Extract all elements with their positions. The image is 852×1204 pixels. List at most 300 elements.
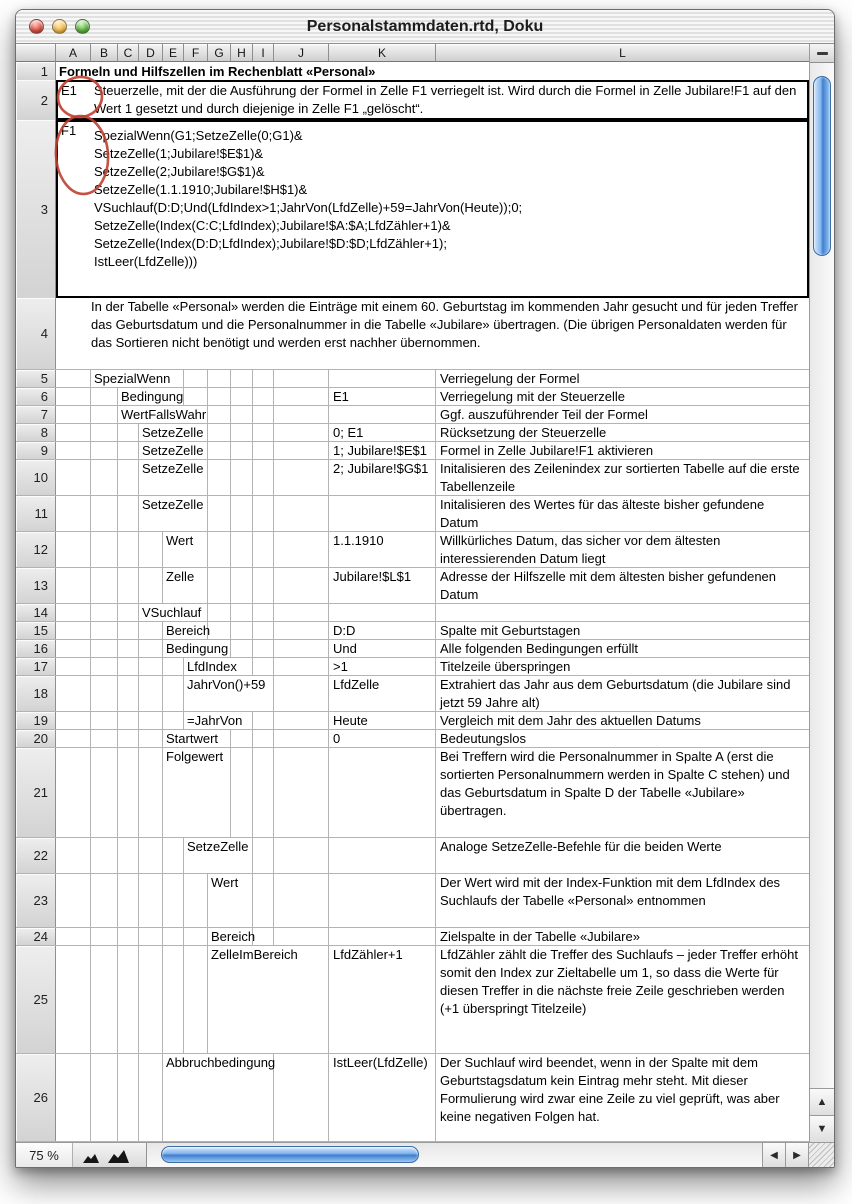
cell-C7[interactable]: WertFallsWahr xyxy=(118,406,208,423)
cell-J15[interactable] xyxy=(274,622,329,639)
row-header-24[interactable]: 24 xyxy=(16,928,56,945)
row-header-8[interactable]: 8 xyxy=(16,424,56,441)
row-header-1[interactable]: 1 xyxy=(16,62,56,80)
column-header-J[interactable]: J xyxy=(274,44,329,62)
cell-A25[interactable] xyxy=(56,946,91,1053)
cell-I24[interactable] xyxy=(253,928,274,945)
cell-J16[interactable] xyxy=(274,640,329,657)
scroll-right-button[interactable] xyxy=(785,1143,808,1167)
cell-D20[interactable] xyxy=(139,730,163,747)
cell-D24[interactable] xyxy=(139,928,163,945)
row-header-4[interactable]: 4 xyxy=(16,298,56,369)
cell-E15[interactable]: Bereich xyxy=(163,622,208,639)
cell-J21[interactable] xyxy=(274,748,329,837)
cell-K5[interactable] xyxy=(329,370,436,387)
zoom-button[interactable] xyxy=(75,19,90,34)
row-header-15[interactable]: 15 xyxy=(16,622,56,639)
cell-J13[interactable] xyxy=(274,568,329,603)
cell-L8[interactable]: Rücksetzung der Steuerzelle xyxy=(440,425,607,440)
cell-K20[interactable]: 0 xyxy=(329,730,436,747)
row-header-6[interactable]: 6 xyxy=(16,388,56,405)
column-header-A[interactable]: A xyxy=(56,44,91,62)
cell-C17[interactable] xyxy=(118,658,139,675)
cell-A13[interactable] xyxy=(56,568,91,603)
cell-H6[interactable] xyxy=(231,388,253,405)
cell-E19[interactable] xyxy=(163,712,184,729)
cell-B20[interactable] xyxy=(91,730,118,747)
cell-C16[interactable] xyxy=(118,640,139,657)
row-header-17[interactable]: 17 xyxy=(16,658,56,675)
cell-K11[interactable] xyxy=(329,496,436,531)
cell-E12[interactable]: Wert xyxy=(163,532,208,567)
cell-G12[interactable] xyxy=(208,532,231,567)
cell-B12[interactable] xyxy=(91,532,118,567)
cell-E18[interactable] xyxy=(163,676,184,711)
cell-L6[interactable]: Verriegelung mit der Steuerzelle xyxy=(440,389,625,404)
cell-L10[interactable]: Initalisieren des Zeilenindex zur sortierten Tabelle auf die erste Tabellenzeile xyxy=(440,461,800,494)
cell-G15[interactable] xyxy=(208,622,231,639)
cell-J12[interactable] xyxy=(274,532,329,567)
cell-D21[interactable] xyxy=(139,748,163,837)
cell-J7[interactable] xyxy=(274,406,329,423)
cell-L11[interactable]: Initalisieren des Wertes für das älteste bisher gefundene Datum xyxy=(440,497,765,530)
cell-H21[interactable] xyxy=(231,748,253,837)
cell-B15[interactable] xyxy=(91,622,118,639)
cell-I23[interactable] xyxy=(253,874,274,927)
cell-I12[interactable] xyxy=(253,532,274,567)
cell-B19[interactable] xyxy=(91,712,118,729)
sheet-row-19 xyxy=(16,712,809,730)
scroll-down-button[interactable] xyxy=(810,1115,834,1142)
row-header-20[interactable]: 20 xyxy=(16,730,56,747)
cell-E24[interactable] xyxy=(163,928,184,945)
mountain-large-icon xyxy=(108,1150,129,1163)
cell-I22[interactable] xyxy=(253,838,274,873)
cell-D25[interactable] xyxy=(139,946,163,1053)
cell-D18[interactable] xyxy=(139,676,163,711)
cell-G14[interactable] xyxy=(208,604,231,621)
cell-K9[interactable]: 1; Jubilare!$E$1 xyxy=(329,442,436,459)
cell-A21[interactable] xyxy=(56,748,91,837)
cell-A1[interactable]: Formeln und Hilfszellen im Rechenblatt «Personal» xyxy=(59,63,376,79)
cell-E25[interactable] xyxy=(163,946,184,1053)
cell-H5[interactable] xyxy=(231,370,253,387)
cell-A14[interactable] xyxy=(56,604,91,621)
column-header-I[interactable]: I xyxy=(253,44,274,62)
cell-E21[interactable]: Folgewert xyxy=(163,748,231,837)
cell-I15[interactable] xyxy=(253,622,274,639)
cell-K19[interactable]: Heute xyxy=(329,712,436,729)
cell-J23[interactable] xyxy=(274,874,329,927)
cell-B13[interactable] xyxy=(91,568,118,603)
horizontal-scroll-thumb[interactable] xyxy=(161,1146,419,1163)
column-header-K[interactable]: K xyxy=(329,44,436,62)
row-header-21[interactable]: 21 xyxy=(16,748,56,837)
cell-I21[interactable] xyxy=(253,748,274,837)
cell-C8[interactable] xyxy=(118,424,139,441)
cell-B26[interactable] xyxy=(91,1054,118,1141)
cell-D15[interactable] xyxy=(139,622,163,639)
cell-K13[interactable]: Jubilare!$L$1 xyxy=(329,568,436,603)
title-bar[interactable] xyxy=(16,10,834,44)
cell-I5[interactable] xyxy=(253,370,274,387)
cell-D26[interactable] xyxy=(139,1054,163,1141)
cell-L22[interactable]: Analoge SetzeZelle-Befehle für die beiden Werte xyxy=(440,839,722,854)
row-header-13[interactable]: 13 xyxy=(16,568,56,603)
cell-J8[interactable] xyxy=(274,424,329,441)
sheet-row-21 xyxy=(16,748,809,838)
cell-D8[interactable]: SetzeZelle xyxy=(139,424,208,441)
cell-B18[interactable] xyxy=(91,676,118,711)
column-header-E[interactable]: E xyxy=(163,44,184,62)
cell-B25[interactable] xyxy=(91,946,118,1053)
cell-A26[interactable] xyxy=(56,1054,91,1141)
cell-K10[interactable]: 2; Jubilare!$G$1 xyxy=(329,460,436,495)
cell-D10[interactable]: SetzeZelle xyxy=(139,460,208,495)
cell-C22[interactable] xyxy=(118,838,139,873)
cell-L18[interactable]: Extrahiert das Jahr aus dem Geburtsdatum (die Jubilare sind jetzt 59 Jahre alt) xyxy=(440,677,791,710)
cell-G8[interactable] xyxy=(208,424,231,441)
cell-G9[interactable] xyxy=(208,442,231,459)
row-header-16[interactable]: 16 xyxy=(16,640,56,657)
cell-I9[interactable] xyxy=(253,442,274,459)
cell-L15[interactable]: Spalte mit Geburtstagen xyxy=(440,623,581,638)
cell-J24[interactable] xyxy=(274,928,329,945)
column-header-F[interactable]: F xyxy=(184,44,208,62)
cell-J5[interactable] xyxy=(274,370,329,387)
cell-L21[interactable]: Bei Treffern wird die Personalnummer in Spalte A (erst die sortierten Personalnummern werden in Spalte C stehen) und das Geburtsdatum in Spalte D der Tabelle «Jubilare» übertragen. xyxy=(440,749,790,818)
cell-C15[interactable] xyxy=(118,622,139,639)
cell-K15[interactable]: D:D xyxy=(329,622,436,639)
row-header-22[interactable]: 22 xyxy=(16,838,56,873)
cell-A24[interactable] xyxy=(56,928,91,945)
cell-K23[interactable] xyxy=(329,874,436,927)
cell-I8[interactable] xyxy=(253,424,274,441)
cell-E17[interactable] xyxy=(163,658,184,675)
window-resize-grip[interactable] xyxy=(808,1143,834,1167)
vertical-scroll-track[interactable] xyxy=(810,63,834,1088)
cell-A2[interactable]: E1 xyxy=(61,83,77,98)
row-header-12[interactable]: 12 xyxy=(16,532,56,567)
row-header-7[interactable]: 7 xyxy=(16,406,56,423)
cell-A11[interactable] xyxy=(56,496,91,531)
cell-I17[interactable] xyxy=(253,658,274,675)
cell-C21[interactable] xyxy=(118,748,139,837)
cell-J10[interactable] xyxy=(274,460,329,495)
cell-K21[interactable] xyxy=(329,748,436,837)
column-header-D[interactable]: D xyxy=(139,44,163,62)
row-header-11[interactable]: 11 xyxy=(16,496,56,531)
cell-I16[interactable] xyxy=(253,640,274,657)
cell-A20[interactable] xyxy=(56,730,91,747)
cell-J9[interactable] xyxy=(274,442,329,459)
cell-G23[interactable]: Wert xyxy=(208,874,253,927)
cell-B22[interactable] xyxy=(91,838,118,873)
cell-K7[interactable] xyxy=(329,406,436,423)
cell-F23[interactable] xyxy=(184,874,208,927)
cell-D17[interactable] xyxy=(139,658,163,675)
column-header-row xyxy=(16,44,809,62)
cell-C23[interactable] xyxy=(118,874,139,927)
cell-A9[interactable] xyxy=(56,442,91,459)
cell-J14[interactable] xyxy=(274,604,329,621)
cell-C11[interactable] xyxy=(118,496,139,531)
cell-B4[interactable]: In der Tabelle «Personal» werden die Einträge mit einem 60. Geburtstag im kommenden Jahr gesucht und für jeden Treffer das Geburtsdatum und die Personalnummer in die Tabelle «Jubilare» übertragen. (Die übrigen Personaldaten werden für das Sortieren nicht benötigt und werden erst nachher übernommen. xyxy=(91,299,798,350)
cell-B10[interactable] xyxy=(91,460,118,495)
cell-F17[interactable]: LfdIndex xyxy=(184,658,253,675)
cell-B7[interactable] xyxy=(91,406,118,423)
column-header-H[interactable]: H xyxy=(231,44,253,62)
cell-A10[interactable] xyxy=(56,460,91,495)
cell-K25[interactable]: LfdZähler+1 xyxy=(329,946,436,1053)
cell-I14[interactable] xyxy=(253,604,274,621)
column-header-G[interactable]: G xyxy=(208,44,231,62)
cell-D9[interactable]: SetzeZelle xyxy=(139,442,208,459)
cell-A12[interactable] xyxy=(56,532,91,567)
cell-I11[interactable] xyxy=(253,496,274,531)
cell-J19[interactable] xyxy=(274,712,329,729)
cell-B3[interactable] xyxy=(94,122,807,296)
cell-B8[interactable] xyxy=(91,424,118,441)
down-arrow-icon: ▼ xyxy=(816,1123,828,1135)
vertical-scrollbar[interactable] xyxy=(809,44,834,1142)
cell-L25[interactable]: LfdZähler zählt die Treffer des Suchlaufs – jeder Treffer erhöht somit den Index zur Zieltabelle um 1, so dass die Werte für diesen Treffer in die nächste freie Zeile geschrieben werden (+1 überspringt Titelzeile) xyxy=(440,947,798,1016)
cell-L13[interactable]: Adresse der Hilfszelle mit dem ältesten bisher gefundenen Datum xyxy=(440,569,777,602)
cell-A8[interactable] xyxy=(56,424,91,441)
pane-split-button[interactable] xyxy=(810,44,834,63)
cell-K14[interactable] xyxy=(329,604,436,621)
cell-B24[interactable] xyxy=(91,928,118,945)
horizontal-scroll-track[interactable] xyxy=(147,1143,762,1167)
cell-F19[interactable]: =JahrVon xyxy=(184,712,253,729)
cell-H13[interactable] xyxy=(231,568,253,603)
row-header-10[interactable]: 10 xyxy=(16,460,56,495)
cell-K24[interactable] xyxy=(329,928,436,945)
scroll-up-button[interactable] xyxy=(810,1088,834,1115)
cell-F5[interactable] xyxy=(184,370,208,387)
column-header-C[interactable]: C xyxy=(118,44,139,62)
cell-L7[interactable]: Ggf. auszuführender Teil der Formel xyxy=(440,407,648,422)
cell-D13[interactable] xyxy=(139,568,163,603)
formula-line: SetzeZelle(Index(D:D;LfdIndex);Jubilare!$D:$D;LfdZähler+1); xyxy=(94,236,447,251)
cell-L16[interactable]: Alle folgenden Bedingungen erfüllt xyxy=(440,641,639,656)
cell-B23[interactable] xyxy=(91,874,118,927)
cell-A7[interactable] xyxy=(56,406,91,423)
cell-K18[interactable]: LfdZelle xyxy=(329,676,436,711)
cell-H12[interactable] xyxy=(231,532,253,567)
cell-K12[interactable]: 1.1.1910 xyxy=(329,532,436,567)
cell-B17[interactable] xyxy=(91,658,118,675)
cell-K6[interactable]: E1 xyxy=(329,388,436,405)
select-all-corner[interactable] xyxy=(16,44,56,62)
cell-E26[interactable]: Abbruchbedingung xyxy=(163,1054,274,1141)
cell-A19[interactable] xyxy=(56,712,91,729)
cell-G7[interactable] xyxy=(208,406,231,423)
cell-D14[interactable]: VSuchlauf xyxy=(139,604,208,621)
cell-G10[interactable] xyxy=(208,460,231,495)
cell-J22[interactable] xyxy=(274,838,329,873)
cell-L26[interactable]: Der Suchlauf wird beendet, wenn in der Spalte mit dem Geburtstagsdatum kein Eintrag mehr steht. Mit dieser Formulierung wird zwar eine Zeile zu viel geprüft, was aber keine negativen Folgen hat. xyxy=(440,1055,780,1124)
cell-D16[interactable] xyxy=(139,640,163,657)
cell-J18[interactable] xyxy=(274,676,329,711)
cell-F18[interactable]: JahrVon()+59 xyxy=(184,676,274,711)
cell-H16[interactable] xyxy=(231,640,253,657)
cell-J17[interactable] xyxy=(274,658,329,675)
cell-F6[interactable] xyxy=(184,388,208,405)
cell-C20[interactable] xyxy=(118,730,139,747)
cell-J11[interactable] xyxy=(274,496,329,531)
cell-L5[interactable]: Verriegelung der Formel xyxy=(440,371,580,386)
cell-B11[interactable] xyxy=(91,496,118,531)
cell-G13[interactable] xyxy=(208,568,231,603)
cell-F22[interactable]: SetzeZelle xyxy=(184,838,253,873)
right-arrow-icon: ▶ xyxy=(793,1149,801,1161)
cell-A17[interactable] xyxy=(56,658,91,675)
row-header-9[interactable]: 9 xyxy=(16,442,56,459)
cell-L17[interactable]: Titelzeile überspringen xyxy=(440,659,571,674)
row-header-3[interactable]: 3 xyxy=(16,120,56,298)
row-header-14[interactable]: 14 xyxy=(16,604,56,621)
column-header-L[interactable]: L xyxy=(436,44,809,62)
cell-L19[interactable]: Vergleich mit dem Jahr des aktuellen Datums xyxy=(440,713,701,728)
cell-L12[interactable]: Willkürliches Datum, das sicher vor dem ältesten interessierenden Datum liegt xyxy=(440,533,721,566)
cell-D23[interactable] xyxy=(139,874,163,927)
cell-B21[interactable] xyxy=(91,748,118,837)
cell-L23[interactable]: Der Wert wird mit der Index-Funktion mit dem LfdIndex des Suchlaufs der Tabelle «Personal» entnommen xyxy=(440,875,781,908)
formula-line: SpezialWenn(G1;SetzeZelle(0;G1)& xyxy=(94,128,303,143)
cell-C10[interactable] xyxy=(118,460,139,495)
sheet-row-9 xyxy=(16,442,809,460)
sheet-grid xyxy=(16,62,809,1142)
cell-C13[interactable] xyxy=(118,568,139,603)
cell-F25[interactable] xyxy=(184,946,208,1053)
cell-L20[interactable]: Bedeutungslos xyxy=(440,731,527,746)
zoom-in-button[interactable] xyxy=(108,1150,129,1163)
cell-K22[interactable] xyxy=(329,838,436,873)
cell-A3[interactable]: F1 xyxy=(61,123,77,138)
row-header-19[interactable]: 19 xyxy=(16,712,56,729)
cell-D12[interactable] xyxy=(139,532,163,567)
cell-I6[interactable] xyxy=(253,388,274,405)
zoom-out-button[interactable] xyxy=(83,1153,99,1163)
cell-I19[interactable] xyxy=(253,712,274,729)
row-header-5[interactable]: 5 xyxy=(16,370,56,387)
scroll-left-button[interactable] xyxy=(762,1143,785,1167)
cell-E23[interactable] xyxy=(163,874,184,927)
cell-E20[interactable]: Startwert xyxy=(163,730,231,747)
cell-G11[interactable] xyxy=(208,496,231,531)
cell-A16[interactable] xyxy=(56,640,91,657)
cell-J20[interactable] xyxy=(274,730,329,747)
cell-B6[interactable] xyxy=(91,388,118,405)
minimize-button[interactable] xyxy=(52,19,67,34)
cell-H7[interactable] xyxy=(231,406,253,423)
cell-G6[interactable] xyxy=(208,388,231,405)
cell-D19[interactable] xyxy=(139,712,163,729)
row-header-26[interactable]: 26 xyxy=(16,1054,56,1141)
cell-B16[interactable] xyxy=(91,640,118,657)
cell-D11[interactable]: SetzeZelle xyxy=(139,496,208,531)
cell-K8[interactable]: 0; E1 xyxy=(329,424,436,441)
cell-C14[interactable] xyxy=(118,604,139,621)
cell-E13[interactable]: Zelle xyxy=(163,568,208,603)
cell-C18[interactable] xyxy=(118,676,139,711)
column-header-B[interactable]: B xyxy=(91,44,118,62)
annotation-box-row-2 xyxy=(56,80,809,120)
cell-B14[interactable] xyxy=(91,604,118,621)
cell-H11[interactable] xyxy=(231,496,253,531)
cell-I13[interactable] xyxy=(253,568,274,603)
cell-K26[interactable]: IstLeer(LfdZelle) xyxy=(329,1054,436,1141)
cell-B2[interactable]: Steuerzelle, mit der die Ausführung der Formel in Zelle F1 verriegelt ist. Wird durch die Formel in Zelle Jubilare!F1 auf den Wert 1 gesetzt und durch diejenige in Zelle F1 „gelöscht“. xyxy=(94,83,797,116)
cell-G24[interactable]: Bereich xyxy=(208,928,253,945)
cell-D22[interactable] xyxy=(139,838,163,873)
cell-K16[interactable]: Und xyxy=(329,640,436,657)
cell-E16[interactable]: Bedingung xyxy=(163,640,231,657)
cell-H20[interactable] xyxy=(231,730,253,747)
cell-A18[interactable] xyxy=(56,676,91,711)
cell-G25[interactable]: ZelleImBereich xyxy=(208,946,329,1053)
sheet-row-20 xyxy=(16,730,809,748)
cell-C26[interactable] xyxy=(118,1054,139,1141)
close-button[interactable] xyxy=(29,19,44,34)
cell-E22[interactable] xyxy=(163,838,184,873)
cell-I7[interactable] xyxy=(253,406,274,423)
cell-A5[interactable] xyxy=(56,370,91,387)
cell-I20[interactable] xyxy=(253,730,274,747)
cell-L9[interactable]: Formel in Zelle Jubilare!F1 aktivieren xyxy=(440,443,654,458)
cell-B9[interactable] xyxy=(91,442,118,459)
cell-C25[interactable] xyxy=(118,946,139,1053)
row-header-23[interactable]: 23 xyxy=(16,874,56,927)
cell-H9[interactable] xyxy=(231,442,253,459)
cell-A22[interactable] xyxy=(56,838,91,873)
vertical-scroll-thumb[interactable] xyxy=(813,76,831,256)
row-header-18[interactable]: 18 xyxy=(16,676,56,711)
cell-J6[interactable] xyxy=(274,388,329,405)
cell-A23[interactable] xyxy=(56,874,91,927)
cell-C19[interactable] xyxy=(118,712,139,729)
cell-J26[interactable] xyxy=(274,1054,329,1141)
cell-H15[interactable] xyxy=(231,622,253,639)
left-arrow-icon: ◀ xyxy=(770,1149,778,1161)
row-header-2[interactable]: 2 xyxy=(16,80,56,120)
cell-B5[interactable]: SpezialWenn xyxy=(91,370,184,387)
cell-L14[interactable] xyxy=(436,604,809,621)
cell-I10[interactable] xyxy=(253,460,274,495)
cell-H14[interactable] xyxy=(231,604,253,621)
cell-K17[interactable]: >1 xyxy=(329,658,436,675)
cell-A6[interactable] xyxy=(56,388,91,405)
row-header-25[interactable]: 25 xyxy=(16,946,56,1053)
cell-G5[interactable] xyxy=(208,370,231,387)
cell-A15[interactable] xyxy=(56,622,91,639)
zoom-level-display[interactable] xyxy=(16,1143,73,1167)
status-bar xyxy=(16,1142,834,1167)
sheet-row-13 xyxy=(16,568,809,604)
cell-H8[interactable] xyxy=(231,424,253,441)
cell-L24[interactable]: Zielspalte in der Tabelle «Jubilare» xyxy=(440,929,640,944)
cell-H10[interactable] xyxy=(231,460,253,495)
cell-C12[interactable] xyxy=(118,532,139,567)
cell-C9[interactable] xyxy=(118,442,139,459)
annotation-box-row-3 xyxy=(56,120,809,298)
cell-C6[interactable]: Bedingung xyxy=(118,388,184,405)
cell-C24[interactable] xyxy=(118,928,139,945)
sheet-row-22 xyxy=(16,838,809,874)
up-arrow-icon: ▲ xyxy=(816,1096,828,1108)
cell-F24[interactable] xyxy=(184,928,208,945)
